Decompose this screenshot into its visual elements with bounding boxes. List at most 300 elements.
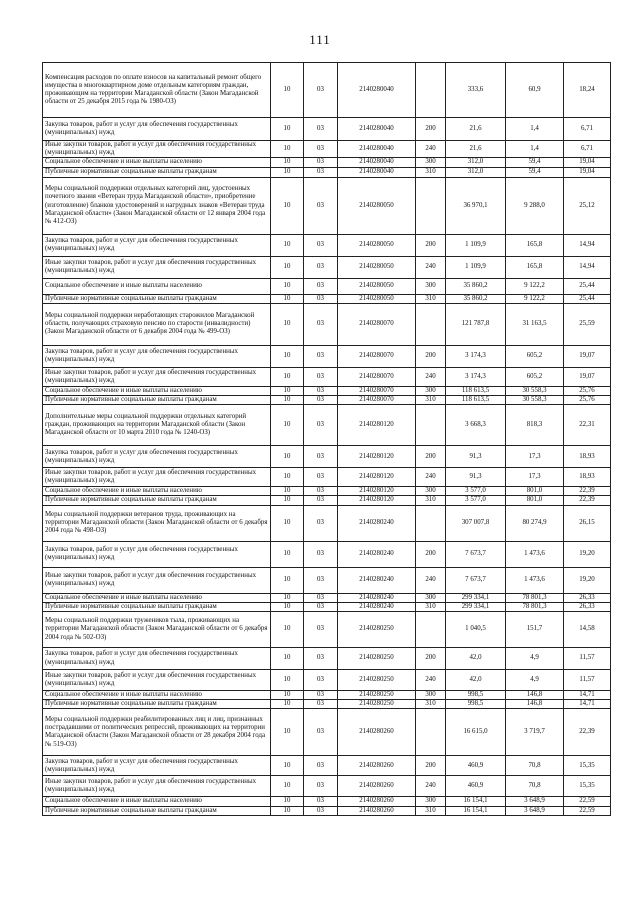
planned-amount: 91,3 [446,446,506,468]
section-code: 10 [271,648,304,670]
row-name: Иные закупки товаров, работ и услуг для обеспечения государственных (муниципальных) нужд [43,256,271,278]
row-name: Социальное обеспечение и иные выплаты населению [43,797,271,806]
row-name: Дополнительные меры социальной поддержки отдельных категорий граждан, проживающих на территории Магаданской области (Закон Магаданской области от 10 марта 2010 года № 1240-ОЗ) [43,405,271,446]
actual-amount: 30 558,3 [506,386,564,395]
execution-percent: 11,57 [564,670,611,691]
row-name: Закупка товаров, работ и услуг для обеспечения государственных (муниципальных) нужд [43,345,271,367]
row-name: Закупка товаров, работ и услуг для обеспечения государственных (муниципальных) нужд [43,648,271,670]
table-row [43,776,611,797]
table-row [43,700,611,709]
section-code: 10 [271,386,304,395]
planned-amount: 7 673,7 [446,541,506,567]
row-name: Социальное обеспечение и иные выплаты населению [43,593,271,602]
target-article-code: 2140280040 [338,63,416,118]
target-article-code: 2140280240 [338,602,416,611]
subsection-code: 03 [304,700,338,709]
actual-amount: 4,9 [506,648,564,670]
table-row [43,593,611,602]
subsection-code: 03 [304,648,338,670]
target-article-code: 2140280120 [338,405,416,446]
section-code: 10 [271,118,304,141]
row-name: Меры социальной поддержки отдельных категорий лиц, удостоенных почетного звания «Ветеран труда Магаданской области», приобретение (изготовление) бланков удостоверений и нагрудных знаков «Ветеран труда Магаданской области» (Закон Магаданской области от 12 января 2004 года № 412-ОЗ) [43,177,271,234]
target-article-code: 2140280260 [338,806,416,815]
actual-amount: 30 558,3 [506,396,564,405]
section-code: 10 [271,593,304,602]
planned-amount: 460,9 [446,756,506,776]
actual-amount: 9 122,2 [506,294,564,303]
execution-percent: 15,35 [564,756,611,776]
table-row [43,396,611,405]
actual-amount: 801,0 [506,487,564,496]
subsection-code: 03 [304,278,338,294]
planned-amount: 299 334,1 [446,602,506,611]
actual-amount: 165,8 [506,234,564,256]
subsection-code: 03 [304,756,338,776]
row-name: Закупка товаров, работ и услуг для обеспечения государственных (муниципальных) нужд [43,756,271,776]
expense-type-code: 200 [416,541,446,567]
subsection-code: 03 [304,505,338,541]
target-article-code: 2140280040 [338,141,416,158]
planned-amount: 16 154,1 [446,806,506,815]
section-code: 10 [271,167,304,177]
row-name: Иные закупки товаров, работ и услуг для обеспечения государственных (муниципальных) нужд [43,141,271,158]
actual-amount: 4,9 [506,670,564,691]
section-code: 10 [271,294,304,303]
section-code: 10 [271,396,304,405]
table-row [43,709,611,756]
subsection-code: 03 [304,541,338,567]
subsection-code: 03 [304,345,338,367]
subsection-code: 03 [304,118,338,141]
planned-amount: 312,0 [446,167,506,177]
actual-amount: 801,0 [506,496,564,505]
execution-percent: 6,71 [564,118,611,141]
row-name: Публичные нормативные социальные выплаты гражданам [43,806,271,815]
section-code: 10 [271,776,304,797]
table-row [43,505,611,541]
subsection-code: 03 [304,294,338,303]
subsection-code: 03 [304,487,338,496]
planned-amount: 998,5 [446,700,506,709]
expense-type-code: 240 [416,367,446,386]
planned-amount: 3 577,0 [446,487,506,496]
expense-type-code: 200 [416,446,446,468]
execution-percent: 26,15 [564,505,611,541]
execution-percent: 19,04 [564,158,611,167]
target-article-code: 2140280070 [338,386,416,395]
planned-amount: 42,0 [446,648,506,670]
subsection-code: 03 [304,709,338,756]
execution-percent: 18,93 [564,446,611,468]
row-name: Закупка товаров, работ и услуг для обеспечения государственных (муниципальных) нужд [43,446,271,468]
table-row [43,756,611,776]
expense-type-code: 310 [416,396,446,405]
target-article-code: 2140280040 [338,167,416,177]
target-article-code: 2140280240 [338,567,416,593]
execution-percent: 26,33 [564,602,611,611]
target-article-code: 2140280120 [338,468,416,487]
expense-type-code: 300 [416,386,446,395]
section-code: 10 [271,709,304,756]
table-row [43,670,611,691]
planned-amount: 3 174,3 [446,367,506,386]
row-name: Компенсация расходов по оплате взносов на капитальный ремонт общего имущества в многоквартирном доме отдельным категориям граждан, проживающим на территории Магаданской области (Закон Магаданской области от 25 декабря 2015 года № 1980-ОЗ) [43,63,271,118]
section-code: 10 [271,278,304,294]
table-row [43,141,611,158]
actual-amount: 146,8 [506,700,564,709]
row-name: Публичные нормативные социальные выплаты гражданам [43,496,271,505]
section-code: 10 [271,541,304,567]
target-article-code: 2140280250 [338,691,416,700]
table-row [43,118,611,141]
expense-type-code: 310 [416,700,446,709]
execution-percent: 25,76 [564,386,611,395]
execution-percent: 14,71 [564,700,611,709]
section-code: 10 [271,158,304,167]
row-name: Социальное обеспечение и иные выплаты населению [43,487,271,496]
subsection-code: 03 [304,367,338,386]
planned-amount: 42,0 [446,670,506,691]
row-name: Публичные нормативные социальные выплаты гражданам [43,294,271,303]
table-row [43,278,611,294]
execution-percent: 25,59 [564,303,611,345]
planned-amount: 3 174,3 [446,345,506,367]
expense-type-code: 300 [416,593,446,602]
expense-type-code: 300 [416,691,446,700]
row-name: Меры социальной поддержки ветеранов труда, проживающих на территории Магаданской области (Закон Магаданской области от 6 декабря 2004 года № 498-ОЗ) [43,505,271,541]
actual-amount: 3 719,7 [506,709,564,756]
section-code: 10 [271,446,304,468]
actual-amount: 165,8 [506,256,564,278]
target-article-code: 2140280050 [338,234,416,256]
planned-amount: 21,6 [446,118,506,141]
planned-amount: 333,6 [446,63,506,118]
planned-amount: 7 673,7 [446,567,506,593]
table-row [43,806,611,815]
planned-amount: 121 787,8 [446,303,506,345]
table-row [43,602,611,611]
planned-amount: 998,5 [446,691,506,700]
actual-amount: 818,3 [506,405,564,446]
expense-type-code: 240 [416,776,446,797]
expense-type-code: 300 [416,278,446,294]
execution-percent: 15,35 [564,776,611,797]
subsection-code: 03 [304,446,338,468]
planned-amount: 118 613,5 [446,396,506,405]
execution-percent: 25,12 [564,177,611,234]
execution-percent: 25,44 [564,294,611,303]
target-article-code: 2140280050 [338,294,416,303]
section-code: 10 [271,141,304,158]
actual-amount: 9 122,2 [506,278,564,294]
actual-amount: 605,2 [506,367,564,386]
target-article-code: 2140280240 [338,505,416,541]
actual-amount: 78 801,3 [506,593,564,602]
actual-amount: 17,3 [506,468,564,487]
row-name: Закупка товаров, работ и услуг для обеспечения государственных (муниципальных) нужд [43,541,271,567]
section-code: 10 [271,496,304,505]
expense-type-code: 240 [416,141,446,158]
execution-percent: 19,20 [564,567,611,593]
subsection-code: 03 [304,496,338,505]
execution-percent: 22,31 [564,405,611,446]
expense-type-code: 200 [416,756,446,776]
execution-percent: 14,71 [564,691,611,700]
subsection-code: 03 [304,602,338,611]
table-row [43,405,611,446]
target-article-code: 2140280250 [338,700,416,709]
subsection-code: 03 [304,797,338,806]
table-row [43,541,611,567]
target-article-code: 2140280050 [338,256,416,278]
subsection-code: 03 [304,468,338,487]
execution-percent: 14,94 [564,256,611,278]
section-code: 10 [271,505,304,541]
section-code: 10 [271,256,304,278]
target-article-code: 2140280260 [338,776,416,797]
table-row [43,468,611,487]
execution-percent: 25,76 [564,396,611,405]
expense-type-code: 240 [416,670,446,691]
table-row [43,303,611,345]
target-article-code: 2140280120 [338,446,416,468]
planned-amount: 1 109,9 [446,256,506,278]
expense-type-code: 300 [416,797,446,806]
actual-amount: 80 274,9 [506,505,564,541]
actual-amount: 9 288,0 [506,177,564,234]
table-row [43,691,611,700]
execution-percent: 19,07 [564,367,611,386]
subsection-code: 03 [304,158,338,167]
section-code: 10 [271,602,304,611]
execution-percent: 19,04 [564,167,611,177]
expense-type-code: 300 [416,158,446,167]
row-name: Социальное обеспечение и иные выплаты населению [43,278,271,294]
table-row [43,345,611,367]
target-article-code: 2140280070 [338,396,416,405]
expense-type-code: 310 [416,806,446,815]
expense-type-code [416,505,446,541]
target-article-code: 2140280050 [338,177,416,234]
table-body [43,63,611,816]
execution-percent: 14,94 [564,234,611,256]
table-row [43,612,611,648]
planned-amount: 307 007,8 [446,505,506,541]
target-article-code: 2140280260 [338,756,416,776]
row-name: Меры социальной поддержки тружеников тыла, проживающих на территории Магаданской области (Закон Магаданской области от 6 декабря 2004 года № 502-ОЗ) [43,612,271,648]
section-code: 10 [271,797,304,806]
row-name: Меры социальной поддержки реабилитированных лиц и лиц, признанных пострадавшими от политических репрессий, проживающих на территории Магаданской области (Закон Магаданской области от 28 декабря 2004 года № 519-ОЗ) [43,709,271,756]
expense-type-code [416,405,446,446]
expense-type-code: 200 [416,648,446,670]
subsection-code: 03 [304,806,338,815]
actual-amount: 146,8 [506,691,564,700]
row-name: Социальное обеспечение и иные выплаты населению [43,691,271,700]
actual-amount: 605,2 [506,345,564,367]
table-row [43,158,611,167]
section-code: 10 [271,303,304,345]
section-code: 10 [271,700,304,709]
execution-percent: 22,39 [564,709,611,756]
target-article-code: 2140280040 [338,158,416,167]
subsection-code: 03 [304,141,338,158]
planned-amount: 35 860,2 [446,278,506,294]
expense-type-code: 240 [416,567,446,593]
subsection-code: 03 [304,234,338,256]
target-article-code: 2140280050 [338,278,416,294]
row-name: Закупка товаров, работ и услуг для обеспечения государственных (муниципальных) нужд [43,234,271,256]
table-row [43,446,611,468]
section-code: 10 [271,234,304,256]
planned-amount: 299 334,1 [446,593,506,602]
actual-amount: 1,4 [506,118,564,141]
execution-percent: 22,59 [564,806,611,815]
expense-type-code: 310 [416,496,446,505]
row-name: Публичные нормативные социальные выплаты гражданам [43,602,271,611]
planned-amount: 35 860,2 [446,294,506,303]
target-article-code: 2140280070 [338,345,416,367]
row-name: Иные закупки товаров, работ и услуг для обеспечения государственных (муниципальных) нужд [43,776,271,797]
subsection-code: 03 [304,670,338,691]
execution-percent: 14,58 [564,612,611,648]
section-code: 10 [271,756,304,776]
actual-amount: 70,8 [506,756,564,776]
row-name: Меры социальной поддержки неработающих старожилов Магаданской области, получающих страховую пенсию по старости (инвалидности) (Закон Магаданской области от 6 декабря 2004 года № 499-ОЗ) [43,303,271,345]
planned-amount: 36 970,1 [446,177,506,234]
planned-amount: 16 154,1 [446,797,506,806]
execution-percent: 18,93 [564,468,611,487]
execution-percent: 19,07 [564,345,611,367]
actual-amount: 1 473,6 [506,541,564,567]
row-name: Публичные нормативные социальные выплаты гражданам [43,167,271,177]
expense-type-code [416,177,446,234]
section-code: 10 [271,567,304,593]
table-row [43,648,611,670]
page-number: 111 [309,32,331,47]
expense-type-code [416,709,446,756]
target-article-code: 2140280120 [338,487,416,496]
table-row [43,487,611,496]
subsection-code: 03 [304,612,338,648]
subsection-code: 03 [304,776,338,797]
planned-amount: 3 668,3 [446,405,506,446]
actual-amount: 1,4 [506,141,564,158]
actual-amount: 60,9 [506,63,564,118]
planned-amount: 312,0 [446,158,506,167]
planned-amount: 21,6 [446,141,506,158]
table-row [43,167,611,177]
execution-percent: 26,33 [564,593,611,602]
expense-type-code: 310 [416,602,446,611]
execution-percent: 22,59 [564,797,611,806]
section-code: 10 [271,670,304,691]
expense-type-code: 200 [416,118,446,141]
expense-type-code [416,303,446,345]
expense-type-code: 240 [416,468,446,487]
subsection-code: 03 [304,691,338,700]
execution-percent: 25,44 [564,278,611,294]
subsection-code: 03 [304,567,338,593]
table-row [43,567,611,593]
row-name: Закупка товаров, работ и услуг для обеспечения государственных (муниципальных) нужд [43,118,271,141]
section-code: 10 [271,487,304,496]
budget-table [42,62,611,816]
execution-percent: 11,57 [564,648,611,670]
planned-amount: 1 109,9 [446,234,506,256]
row-name: Публичные нормативные социальные выплаты гражданам [43,396,271,405]
subsection-code: 03 [304,593,338,602]
table-row [43,63,611,118]
section-code: 10 [271,405,304,446]
table-row [43,256,611,278]
actual-amount: 78 801,3 [506,602,564,611]
target-article-code: 2140280260 [338,797,416,806]
row-name: Социальное обеспечение и иные выплаты населению [43,158,271,167]
planned-amount: 460,9 [446,776,506,797]
planned-amount: 3 577,0 [446,496,506,505]
subsection-code: 03 [304,256,338,278]
actual-amount: 3 648,9 [506,797,564,806]
expense-type-code [416,612,446,648]
execution-percent: 18,24 [564,63,611,118]
table-row [43,496,611,505]
target-article-code: 2140280120 [338,496,416,505]
row-name: Иные закупки товаров, работ и услуг для обеспечения государственных (муниципальных) нужд [43,468,271,487]
expense-type-code: 300 [416,487,446,496]
subsection-code: 03 [304,167,338,177]
subsection-code: 03 [304,405,338,446]
section-code: 10 [271,63,304,118]
execution-percent: 22,39 [564,496,611,505]
subsection-code: 03 [304,63,338,118]
table-row [43,797,611,806]
table-row [43,386,611,395]
target-article-code: 2140280240 [338,541,416,567]
subsection-code: 03 [304,396,338,405]
planned-amount: 16 615,0 [446,709,506,756]
section-code: 10 [271,691,304,700]
table-row [43,177,611,234]
target-article-code: 2140280040 [338,118,416,141]
target-article-code: 2140280070 [338,367,416,386]
row-name: Социальное обеспечение и иные выплаты населению [43,386,271,395]
section-code: 10 [271,468,304,487]
expense-type-code: 310 [416,294,446,303]
execution-percent: 6,71 [564,141,611,158]
section-code: 10 [271,367,304,386]
table-row [43,234,611,256]
subsection-code: 03 [304,177,338,234]
planned-amount: 1 040,5 [446,612,506,648]
section-code: 10 [271,345,304,367]
actual-amount: 3 648,9 [506,806,564,815]
target-article-code: 2140280070 [338,303,416,345]
section-code: 10 [271,177,304,234]
target-article-code: 2140280260 [338,709,416,756]
actual-amount: 59,4 [506,158,564,167]
expense-type-code: 240 [416,256,446,278]
table-row [43,367,611,386]
row-name: Иные закупки товаров, работ и услуг для обеспечения государственных (муниципальных) нужд [43,567,271,593]
actual-amount: 151,7 [506,612,564,648]
target-article-code: 2140280250 [338,612,416,648]
row-name: Публичные нормативные социальные выплаты гражданам [43,700,271,709]
section-code: 10 [271,612,304,648]
subsection-code: 03 [304,386,338,395]
actual-amount: 59,4 [506,167,564,177]
row-name: Иные закупки товаров, работ и услуг для обеспечения государственных (муниципальных) нужд [43,670,271,691]
subsection-code: 03 [304,303,338,345]
